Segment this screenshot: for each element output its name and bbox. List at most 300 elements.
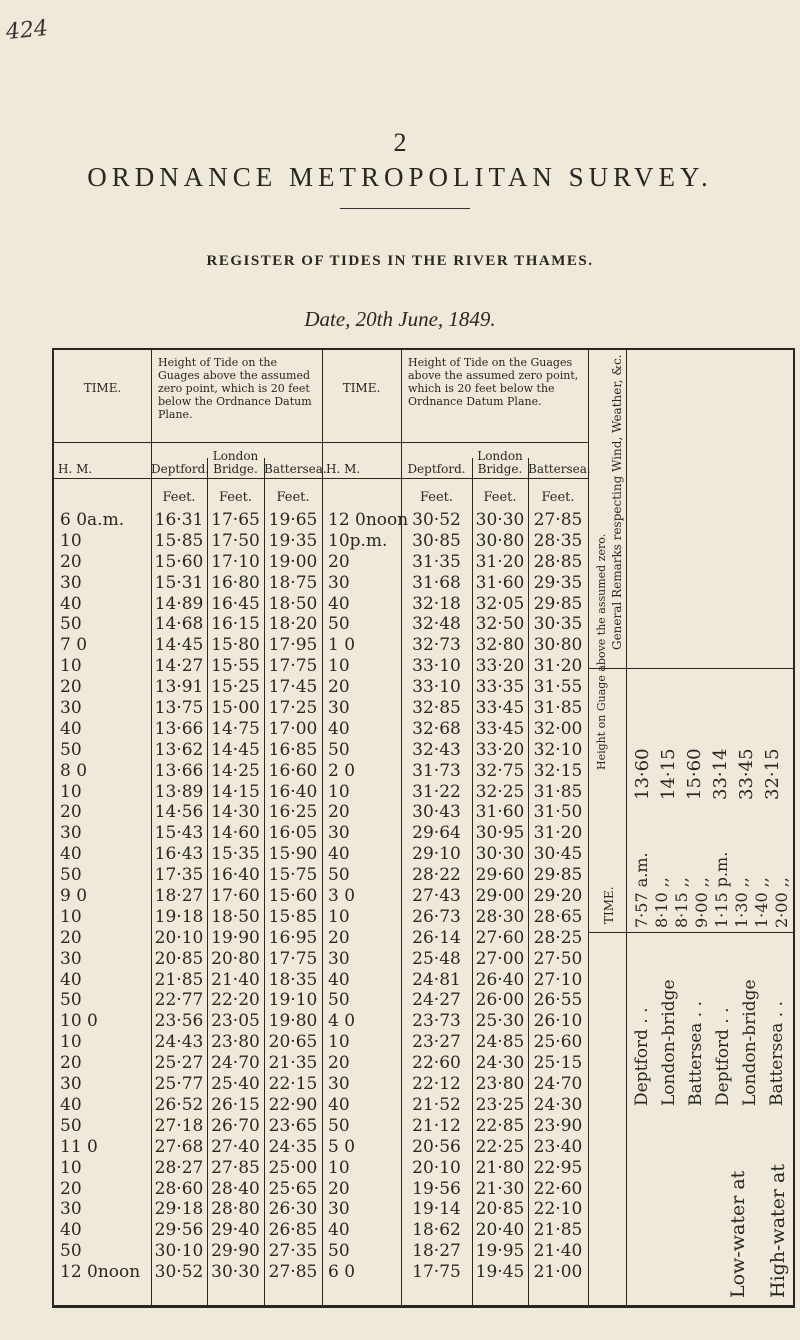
time-cell: 30	[328, 698, 350, 719]
time-cell: 10	[60, 1157, 82, 1178]
deptford-cell: 27·18	[154, 1115, 204, 1136]
deptford-cell: 18·27	[412, 1241, 461, 1262]
deptford-cell: 32·73	[412, 635, 461, 656]
page-number: 2	[393, 128, 407, 157]
summary-time-value: 7·57 a.m.	[632, 852, 651, 928]
summary-height-value: 33·14	[710, 748, 731, 800]
battersea-cell: 27·85	[533, 510, 583, 530]
deptford-cell: 15·60	[154, 551, 204, 572]
battersea-cell: 26·10	[533, 1011, 583, 1032]
battersea-cell: 15·75	[268, 865, 318, 886]
time-cell: 20	[60, 927, 82, 948]
london-bridge-cell: 33·35	[475, 677, 525, 698]
battersea-cell: 19·65	[268, 510, 318, 530]
deptford-cell: 13·75	[154, 698, 204, 719]
time-cell: 50	[328, 739, 350, 760]
deptford-cell: 27·68	[154, 1136, 204, 1157]
time-cell: 30	[60, 1074, 82, 1095]
london-bridge-cell: 17·65	[211, 510, 260, 530]
time-cell: 10	[60, 906, 82, 927]
battersea-cell: 16·25	[268, 802, 318, 823]
battersea-cell: 29·35	[533, 572, 583, 593]
time-cell: 10	[60, 781, 82, 802]
time-cell: 10	[328, 781, 350, 802]
time-cell: 30	[328, 1074, 350, 1095]
london-bridge-cell: 15·55	[211, 656, 260, 677]
time-cell: 30	[328, 823, 350, 844]
london-bridge-cell: 26·70	[211, 1115, 260, 1136]
london-bridge-cell: 23·25	[475, 1094, 525, 1115]
deptford-cell: 25·27	[154, 1053, 204, 1074]
time-cell: 20	[328, 1178, 350, 1199]
time-cell: 20	[328, 1053, 350, 1074]
time-cell: 50	[328, 614, 350, 635]
london-bridge-cell: 30·30	[211, 1262, 260, 1283]
deptford-cell: 26·52	[154, 1094, 204, 1115]
time-cell: 9 0	[60, 886, 88, 907]
time-cell: 12 0noon	[328, 510, 409, 530]
battersea-cell: 23·40	[533, 1136, 583, 1157]
time-cell: 50	[328, 865, 350, 886]
battersea-cell: 26·85	[268, 1220, 318, 1241]
time-cell: 8 0	[60, 760, 88, 781]
london-bridge-cell: 33·20	[475, 739, 525, 760]
column-divider	[626, 350, 627, 1305]
deptford-cell: 24·27	[412, 990, 461, 1011]
hm-header-right: H. M.	[326, 462, 361, 476]
low-water-label: Low-water at	[727, 1170, 749, 1298]
time-header: TIME.	[83, 381, 122, 395]
london-bridge-cell: 33·45	[475, 718, 525, 739]
summary-time-value: 2·00 ,,	[772, 877, 791, 928]
time-cell: 30	[60, 572, 82, 593]
london-bridge-cell: 31·20	[475, 551, 525, 572]
london-bridge-cell: 15·35	[211, 844, 260, 865]
deptford-cell: 20·10	[412, 1157, 461, 1178]
summary-place-label: Deptford . .	[632, 1007, 652, 1106]
deptford-header-right: Deptford.	[407, 462, 466, 476]
battersea-header-right: Battersea.	[528, 462, 591, 476]
battersea-cell: 28·65	[533, 906, 583, 927]
deptford-cell: 19·18	[154, 906, 204, 927]
time-cell: 40	[60, 969, 82, 990]
london-bridge-cell: 20·40	[475, 1220, 525, 1241]
battersea-cell: 32·15	[533, 760, 583, 781]
time-cell: 4 0	[328, 1011, 356, 1032]
london-bridge-cell: 27·60	[475, 927, 525, 948]
deptford-cell: 15·31	[154, 572, 204, 593]
deptford-cell: 31·35	[412, 551, 461, 572]
deptford-cell: 16·31	[154, 510, 204, 530]
time-cell: 30	[328, 948, 350, 969]
london-bridge-cell: 14·45	[211, 739, 260, 760]
london-bridge-cell: 23·80	[211, 1032, 260, 1053]
deptford-cell: 31·73	[412, 760, 461, 781]
summary-place-label: Battersea . .	[767, 1000, 787, 1106]
header-rule	[54, 478, 588, 479]
time-cell: 30	[328, 572, 350, 593]
london-bridge-cell: 22·85	[475, 1115, 525, 1136]
battersea-cell: 16·40	[268, 781, 318, 802]
battersea-cell: 24·30	[533, 1094, 583, 1115]
london-bridge-cell: 23·80	[475, 1074, 525, 1095]
deptford-cell: 24·43	[154, 1032, 204, 1053]
battersea-cell: 29·85	[533, 865, 583, 886]
deptford-cell: 32·43	[412, 739, 461, 760]
battersea-cell: 19·35	[268, 530, 318, 551]
battersea-cell: 23·65	[268, 1115, 318, 1136]
deptford-cell: 20·56	[412, 1136, 461, 1157]
london-bridge-cell: 25·40	[211, 1074, 260, 1095]
time-cell: 20	[60, 551, 82, 572]
battersea-cell: 31·20	[533, 823, 583, 844]
deptford-cell: 14·89	[154, 593, 204, 614]
deptford-cell: 30·43	[412, 802, 461, 823]
time-cell: 40	[60, 1220, 82, 1241]
battersea-cell: 18·35	[268, 969, 318, 990]
battersea-cell: 30·45	[533, 844, 583, 865]
time-cell: 40	[328, 718, 350, 739]
battersea-cell: 18·20	[268, 614, 318, 635]
time-cell: 10 0	[60, 1011, 98, 1032]
deptford-cell: 30·52	[412, 510, 461, 530]
london-bridge-cell: 32·80	[475, 635, 525, 656]
time-cell: 20	[328, 802, 350, 823]
battersea-cell: 22·60	[533, 1178, 583, 1199]
battersea-cell: 22·10	[533, 1199, 583, 1220]
right-time-column	[328, 510, 409, 1283]
deptford-cell: 14·56	[154, 802, 204, 823]
time-cell: 30	[60, 1199, 82, 1220]
deptford-cell: 21·52	[412, 1094, 461, 1115]
battersea-cell: 24·70	[533, 1074, 583, 1095]
battersea-cell: 16·05	[268, 823, 318, 844]
london-bridge-cell: 16·45	[211, 593, 260, 614]
battersea-cell: 30·80	[533, 635, 583, 656]
summary-time-value: 9·00 ,,	[692, 877, 711, 928]
deptford-cell: 15·85	[154, 530, 204, 551]
deptford-cell: 21·12	[412, 1115, 461, 1136]
time-cell: 10	[60, 1032, 82, 1053]
battersea-cell: 25·60	[533, 1032, 583, 1053]
battersea-cell: 32·10	[533, 739, 583, 760]
london-bridge-cell: 27·40	[211, 1136, 260, 1157]
time-cell: 50	[60, 990, 82, 1011]
battersea-cell: 27·50	[533, 948, 583, 969]
battersea-cell: 21·35	[268, 1053, 318, 1074]
london-bridge-cell: 16·80	[211, 572, 260, 593]
battersea-cell: 15·90	[268, 844, 318, 865]
london-bridge-cell: 21·30	[475, 1178, 525, 1199]
battersea-cell: 17·25	[268, 698, 318, 719]
time-cell: 50	[60, 614, 82, 635]
time-cell: 10	[328, 656, 350, 677]
high-water-label: High-water at	[767, 1163, 789, 1298]
time-cell: 40	[328, 844, 350, 865]
deptford-cell: 29·64	[412, 823, 461, 844]
summary-height-value: 15·60	[684, 748, 705, 800]
london-bridge-cell: 15·25	[211, 677, 260, 698]
time-cell: 20	[328, 927, 350, 948]
time-cell: 40	[60, 718, 82, 739]
battersea-cell: 31·85	[533, 698, 583, 719]
time-cell: 50	[328, 990, 350, 1011]
london-bridge-cell: 17·10	[211, 551, 260, 572]
deptford-cell: 22·60	[412, 1053, 461, 1074]
time-cell: 7 0	[60, 635, 88, 656]
london-bridge-cell: 23·05	[211, 1011, 260, 1032]
london-bridge-cell: 26·15	[211, 1094, 260, 1115]
battersea-cell: 17·75	[268, 656, 318, 677]
summary-time-header: TIME.	[602, 886, 616, 924]
deptford-cell: 21·85	[154, 969, 204, 990]
london-bridge-cell: 32·05	[475, 593, 525, 614]
time-cell: 10	[328, 1032, 350, 1053]
london-bridge-cell: 16·15	[211, 614, 260, 635]
deptford-cell: 27·43	[412, 886, 461, 907]
time-cell: 6 0a.m.	[60, 510, 125, 530]
battersea-cell: 28·35	[533, 530, 583, 551]
time-cell: 12 0noon	[60, 1262, 141, 1283]
battersea-cell: 29·20	[533, 886, 583, 907]
deptford-cell: 31·22	[412, 781, 461, 802]
feet-unit: Feet.	[419, 490, 454, 505]
summary-time-value: 1·40 ,,	[752, 877, 771, 928]
time-cell: 50	[328, 1241, 350, 1262]
deptford-cell: 23·27	[412, 1032, 461, 1053]
time-cell: 6 0	[328, 1262, 356, 1283]
summary-time-value: 1·30 ,,	[732, 877, 751, 928]
london-bridge-cell: 31·60	[475, 802, 525, 823]
london-bridge-cell: 18·50	[211, 906, 260, 927]
london-bridge-cell: 14·60	[211, 823, 260, 844]
time-cell: 2 0	[328, 760, 356, 781]
deptford-cell: 25·48	[412, 948, 461, 969]
deptford-cell: 26·73	[412, 906, 461, 927]
battersea-cell: 17·00	[268, 718, 318, 739]
time-cell: 50	[60, 1115, 82, 1136]
battersea-cell: 31·55	[533, 677, 583, 698]
battersea-cell: 25·00	[268, 1157, 318, 1178]
london-bridge-header: London Bridge.	[212, 449, 259, 476]
deptford-cell: 32·18	[412, 593, 461, 614]
london-bridge-cell: 19·90	[211, 927, 260, 948]
register-subtitle: REGISTER OF TIDES IN THE RIVER THAMES.	[206, 253, 594, 269]
battersea-cell: 17·95	[268, 635, 318, 656]
battersea-cell: 15·60	[268, 886, 318, 907]
summary-time-value: 8·15 ,,	[672, 877, 691, 928]
time-cell: 40	[328, 1220, 350, 1241]
battersea-cell: 26·30	[268, 1199, 318, 1220]
london-bridge-cell: 17·60	[211, 886, 260, 907]
london-bridge-cell: 15·00	[211, 698, 260, 719]
time-cell: 20	[60, 1178, 82, 1199]
general-remarks-header: General Remarks respecting Wind, Weather, &c.	[610, 354, 624, 650]
summary-place-label: Battersea . .	[686, 1000, 706, 1106]
header-rule	[54, 442, 588, 443]
london-bridge-cell: 24·85	[475, 1032, 525, 1053]
date-line: Date, 20th June, 1849.	[304, 307, 496, 331]
time-cell: 40	[60, 593, 82, 614]
battersea-cell: 21·40	[533, 1241, 583, 1262]
summary-height-value: 13·60	[632, 748, 653, 800]
battersea-cell: 32·00	[533, 718, 583, 739]
battersea-cell: 17·45	[268, 677, 318, 698]
london-bridge-cell: 24·30	[475, 1053, 525, 1074]
london-bridge-cell: 32·50	[475, 614, 525, 635]
london-bridge-cell: 19·45	[475, 1262, 525, 1283]
deptford-cell: 33·10	[412, 656, 461, 677]
time-cell: 5 0	[328, 1136, 356, 1157]
london-bridge-cell: 29·40	[211, 1220, 260, 1241]
battersea-cell: 31·50	[533, 802, 583, 823]
left-london-bridge-column	[207, 510, 264, 1283]
time-cell: 50	[328, 1115, 350, 1136]
deptford-cell: 32·85	[412, 698, 461, 719]
london-bridge-cell: 28·30	[475, 906, 525, 927]
london-bridge-cell: 32·75	[475, 760, 525, 781]
time-cell: 40	[328, 969, 350, 990]
time-cell: 20	[60, 802, 82, 823]
time-cell: 20	[60, 677, 82, 698]
london-bridge-cell: 20·85	[475, 1199, 525, 1220]
battersea-cell: 21·85	[533, 1220, 583, 1241]
battersea-cell: 22·95	[533, 1157, 583, 1178]
battersea-cell: 31·85	[533, 781, 583, 802]
battersea-cell: 16·95	[268, 927, 318, 948]
battersea-cell: 21·00	[533, 1262, 583, 1283]
time-cell: 50	[60, 865, 82, 886]
feet-unit: Feet.	[162, 490, 196, 505]
left-deptford-column	[151, 510, 207, 1283]
summary-height-value: 33·45	[736, 748, 757, 800]
time-cell: 10p.m.	[328, 530, 388, 551]
deptford-cell: 30·52	[154, 1262, 204, 1283]
london-bridge-cell: 21·80	[475, 1157, 525, 1178]
deptford-cell: 16·43	[154, 844, 204, 865]
deptford-cell: 28·22	[412, 865, 461, 886]
deptford-cell: 28·60	[154, 1178, 204, 1199]
london-bridge-cell: 30·30	[475, 844, 525, 865]
battersea-cell: 18·75	[268, 572, 318, 593]
battersea-cell: 16·85	[268, 739, 318, 760]
battersea-cell: 29·85	[533, 593, 583, 614]
time-cell: 10	[328, 906, 350, 927]
deptford-cell: 19·56	[412, 1178, 461, 1199]
summary-time-value: 1·15 p.m.	[712, 851, 731, 928]
summary-height-value: 14·15	[658, 748, 679, 800]
deptford-cell: 18·27	[154, 886, 204, 907]
deptford-cell: 31·68	[412, 572, 461, 593]
london-bridge-cell: 14·75	[211, 718, 260, 739]
london-bridge-cell: 29·60	[475, 865, 525, 886]
deptford-cell: 29·18	[154, 1199, 204, 1220]
time-cell: 20	[328, 551, 350, 572]
battersea-cell: 19·10	[268, 990, 318, 1011]
column-divider	[322, 350, 323, 1305]
battersea-cell: 18·50	[268, 593, 318, 614]
summary-place-label: London-bridge	[659, 979, 679, 1106]
deptford-cell: 30·85	[412, 530, 461, 551]
deptford-cell: 29·56	[154, 1220, 204, 1241]
london-bridge-cell: 27·85	[211, 1157, 260, 1178]
london-bridge-cell: 32·25	[475, 781, 525, 802]
time-cell: 40	[60, 844, 82, 865]
feet-unit: Feet.	[541, 490, 575, 505]
deptford-cell: 13·66	[154, 718, 204, 739]
london-bridge-cell: 26·00	[475, 990, 525, 1011]
london-bridge-cell: 30·30	[475, 510, 525, 530]
height-on-guage-header: Height on Guage above the assumed zero.	[595, 533, 608, 770]
time-cell: 3 0	[328, 886, 356, 907]
london-bridge-cell: 30·80	[475, 530, 525, 551]
deptford-cell: 14·68	[154, 614, 204, 635]
london-bridge-header-right: London Bridge.	[477, 449, 523, 476]
battersea-cell: 19·00	[268, 551, 318, 572]
london-bridge-cell: 17·50	[211, 530, 260, 551]
right-battersea-column	[528, 510, 588, 1283]
time-cell: 11 0	[60, 1136, 98, 1157]
time-cell: 20	[60, 1053, 82, 1074]
deptford-cell: 30·10	[154, 1241, 204, 1262]
battersea-cell: 31·20	[533, 656, 583, 677]
battersea-cell: 27·85	[268, 1262, 318, 1283]
deptford-cell: 23·56	[154, 1011, 204, 1032]
battersea-cell: 22·15	[268, 1074, 318, 1095]
deptford-cell: 15·43	[154, 823, 204, 844]
tide-register-table	[52, 348, 795, 1308]
time-cell: 20	[328, 677, 350, 698]
deptford-cell: 17·35	[154, 865, 204, 886]
deptford-header: Deptford.	[151, 462, 210, 476]
battersea-cell: 20·65	[268, 1032, 318, 1053]
time-cell: 30	[60, 698, 82, 719]
london-bridge-cell: 31·60	[475, 572, 525, 593]
london-bridge-cell: 24·70	[211, 1053, 260, 1074]
deptford-cell: 22·77	[154, 990, 204, 1011]
deptford-cell: 20·10	[154, 927, 204, 948]
deptford-cell: 23·73	[412, 1011, 461, 1032]
london-bridge-cell: 14·30	[211, 802, 260, 823]
london-bridge-cell: 14·25	[211, 760, 260, 781]
deptford-cell: 25·77	[154, 1074, 204, 1095]
summary-place-label: Deptford . .	[713, 1007, 733, 1106]
time-cell: 40	[60, 1094, 82, 1115]
time-cell: 30	[60, 823, 82, 844]
deptford-cell: 32·68	[412, 718, 461, 739]
left-time-column	[60, 510, 150, 1283]
battersea-cell: 27·10	[533, 969, 583, 990]
london-bridge-cell: 33·20	[475, 656, 525, 677]
battersea-cell: 28·85	[533, 551, 583, 572]
london-bridge-cell: 33·45	[475, 698, 525, 719]
london-bridge-cell: 21·40	[211, 969, 260, 990]
deptford-cell: 33·10	[412, 677, 461, 698]
right-london-bridge-column	[472, 510, 528, 1283]
london-bridge-cell: 29·90	[211, 1241, 260, 1262]
london-bridge-cell: 22·25	[475, 1136, 525, 1157]
handwritten-page-note: 424	[4, 15, 50, 46]
deptford-cell: 28·27	[154, 1157, 204, 1178]
london-bridge-cell: 14·15	[211, 781, 260, 802]
london-bridge-cell: 29·00	[475, 886, 525, 907]
time-cell: 10	[328, 1157, 350, 1178]
deptford-cell: 13·66	[154, 760, 204, 781]
deptford-cell: 17·75	[412, 1262, 461, 1283]
deptford-cell: 26·14	[412, 927, 461, 948]
deptford-cell: 13·62	[154, 739, 204, 760]
time-cell: 50	[60, 739, 82, 760]
